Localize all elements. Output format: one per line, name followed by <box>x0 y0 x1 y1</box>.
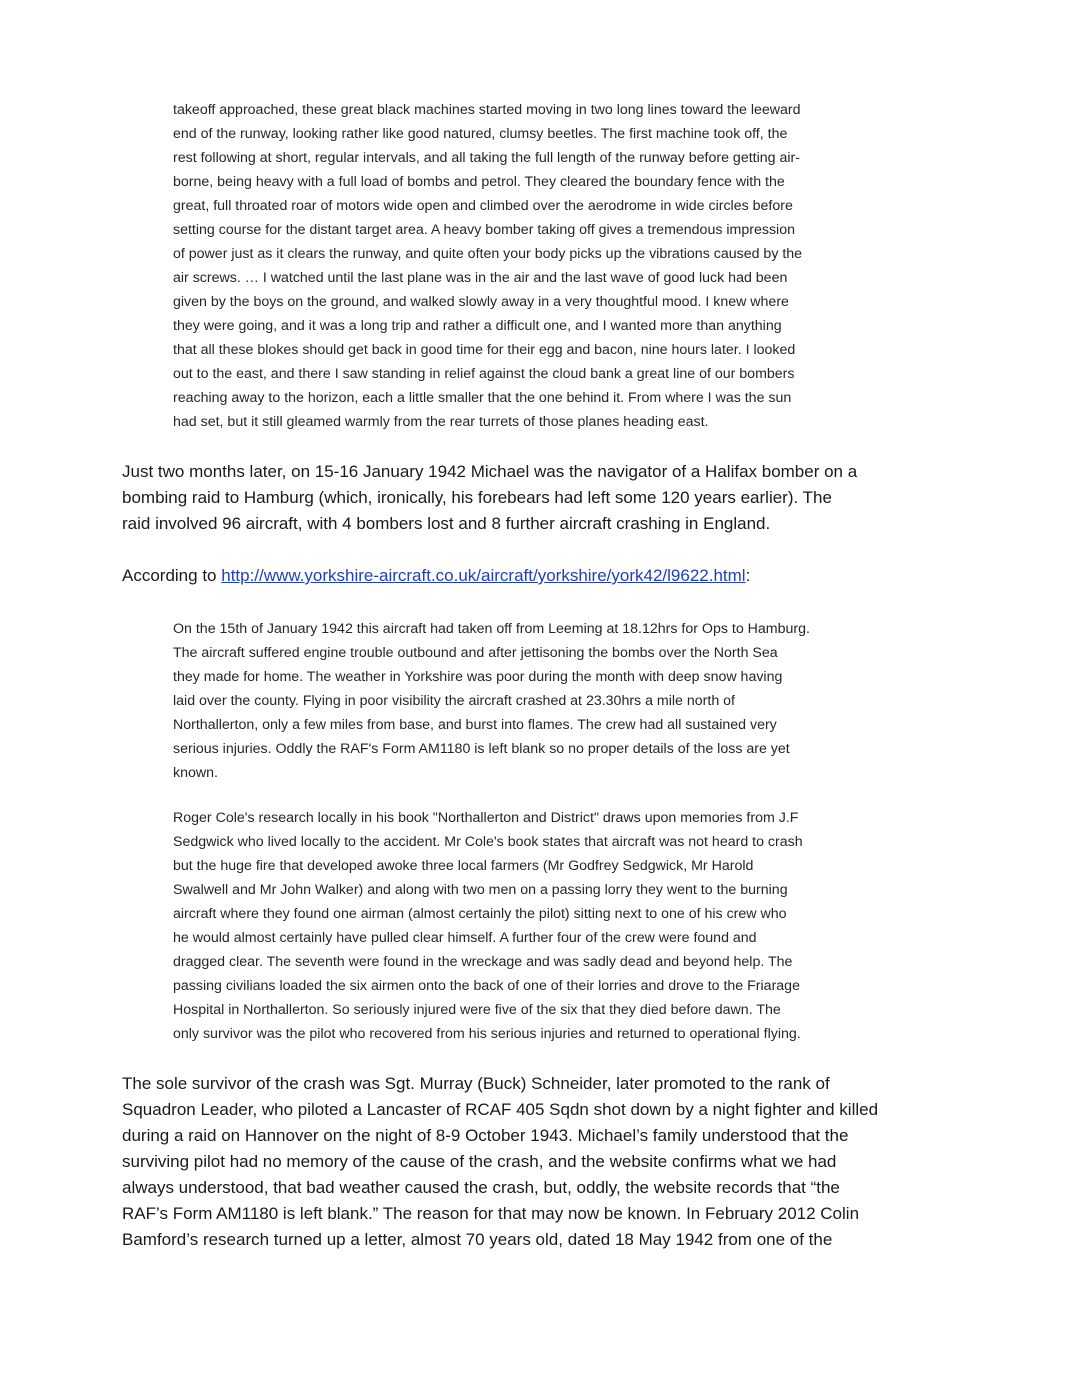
quote-local-research <box>173 806 993 1046</box>
according-prefix: According to <box>122 566 222 585</box>
quote-takeoff <box>173 98 993 434</box>
quote-line: they were going, and it was a long trip and rather a difficult one, and I wanted more than anything <box>173 318 782 334</box>
quote-line: On the 15th of January 1942 this aircraft had taken off from Leeming at 18.12hrs for Ops to Hamburg. <box>173 621 810 637</box>
quote-line: out to the east, and there I saw standing in relief against the cloud bank a great line of our bombers <box>173 366 795 382</box>
quote-line: setting course for the distant target area. A heavy bomber taking off gives a tremendous impression <box>173 222 795 238</box>
paragraph-line: surviving pilot had no memory of the cause of the crash, and the website confirms what we had <box>122 1152 837 1171</box>
paragraph-line: during a raid on Hannover on the night of 8-9 October 1943. Michael’s family understood that the <box>122 1126 849 1145</box>
quote-line: he would almost certainly have pulled clear himself. A further four of the crew were found and <box>173 930 757 946</box>
paragraph-line: raid involved 96 aircraft, with 4 bombers lost and 8 further aircraft crashing in England. <box>122 514 771 533</box>
paragraph-line: RAF’s Form AM1180 is left blank.” The reason for that may now be known. In February 2012 Colin <box>122 1204 860 1223</box>
quote-line: Swalwell and Mr John Walker) and along with two men on a passing lorry they went to the burning <box>173 882 788 898</box>
paragraph-line: Squadron Leader, who piloted a Lancaster of RCAF 405 Sqdn shot down by a night fighter and killed <box>122 1100 879 1119</box>
quote-line: Sedgwick who lived locally to the accident. Mr Cole's book states that aircraft was not heard to crash <box>173 834 803 850</box>
quote-line: The aircraft suffered engine trouble outbound and after jettisoning the bombs over the North Sea <box>173 645 778 661</box>
quote-line: borne, being heavy with a full load of bombs and petrol. They cleared the boundary fence with the <box>173 174 785 190</box>
quote-line: end of the runway, looking rather like good natured, clumsy beetles. The first machine took off, the <box>173 126 788 142</box>
paragraph-according-to <box>122 563 982 589</box>
quote-line: dragged clear. The seventh were found in the wreckage and was sadly dead and beyond help. The <box>173 954 793 970</box>
quote-line: takeoff approached, these great black machines started moving in two long lines toward the leeward <box>173 102 801 118</box>
quote-line: only survivor was the pilot who recovered from his serious injuries and returned to operational flying. <box>173 1026 801 1042</box>
quote-line: they made for home. The weather in Yorkshire was poor during the month with deep snow having <box>173 669 783 685</box>
paragraph-line: bombing raid to Hamburg (which, ironically, his forebears had left some 120 years earlier). The <box>122 488 832 507</box>
paragraph-line: Bamford’s research turned up a letter, almost 70 years old, dated 18 May 1942 from one of the <box>122 1230 833 1249</box>
quote-line: but the huge fire that developed awoke three local farmers (Mr Godfrey Sedgwick, Mr Harold <box>173 858 754 874</box>
quote-line: passing civilians loaded the six airmen onto the back of one of their lorries and drove to the Friarage <box>173 978 800 994</box>
source-link[interactable]: http://www.yorkshire-aircraft.co.uk/aircraft/yorkshire/york42/l9622.html <box>221 566 746 585</box>
paragraph-line: always understood, that bad weather caused the crash, but, oddly, the website records that “the <box>122 1178 840 1197</box>
quote-line: serious injuries. Oddly the RAF's Form AM1180 is left blank so no proper details of the loss are yet <box>173 741 790 757</box>
paragraph-sole-survivor <box>122 1071 992 1253</box>
quote-line: Roger Cole's research locally in his book "Northallerton and District" draws upon memories from J.F <box>173 810 799 826</box>
quote-line: great, full throated roar of motors wide open and climbed over the aerodrome in wide circles before <box>173 198 793 214</box>
quote-line: of power just as it clears the runway, and quite often your body picks up the vibrations caused by the <box>173 246 803 262</box>
quote-line: air screws. … I watched until the last plane was in the air and the last wave of good luck had been <box>173 270 788 286</box>
quote-line: Hospital in Northallerton. So seriously injured were five of the six that they died before dawn. The <box>173 1002 781 1018</box>
paragraph-hamburg-raid <box>122 459 982 537</box>
quote-crash-report <box>173 617 993 785</box>
according-suffix: : <box>745 566 751 585</box>
quote-line: laid over the county. Flying in poor visibility the aircraft crashed at 23.30hrs a mile north of <box>173 693 735 709</box>
quote-line: Northallerton, only a few miles from base, and burst into flames. The crew had all sustained very <box>173 717 777 733</box>
paragraph-line <box>122 563 982 589</box>
quote-line: had set, but it still gleamed warmly from the rear turrets of those planes heading east. <box>173 414 709 430</box>
quote-line: that all these blokes should get back in good time for their egg and bacon, nine hours later. I looked <box>173 342 796 358</box>
quote-line: known. <box>173 765 218 781</box>
quote-line: rest following at short, regular intervals, and all taking the full length of the runway before getting air- <box>173 150 800 166</box>
quote-line: aircraft where they found one airman (almost certainly the pilot) sitting next to one of his crew who <box>173 906 787 922</box>
quote-line: reaching away to the horizon, each a little smaller that the one behind it. From where I was the sun <box>173 390 792 406</box>
paragraph-line: Just two months later, on 15-16 January 1942 Michael was the navigator of a Halifax bomber on a <box>122 462 858 481</box>
paragraph-line: The sole survivor of the crash was Sgt. Murray (Buck) Schneider, later promoted to the rank of <box>122 1074 830 1093</box>
quote-line: given by the boys on the ground, and walked slowly away in a very thoughtful mood. I knew where <box>173 294 789 310</box>
